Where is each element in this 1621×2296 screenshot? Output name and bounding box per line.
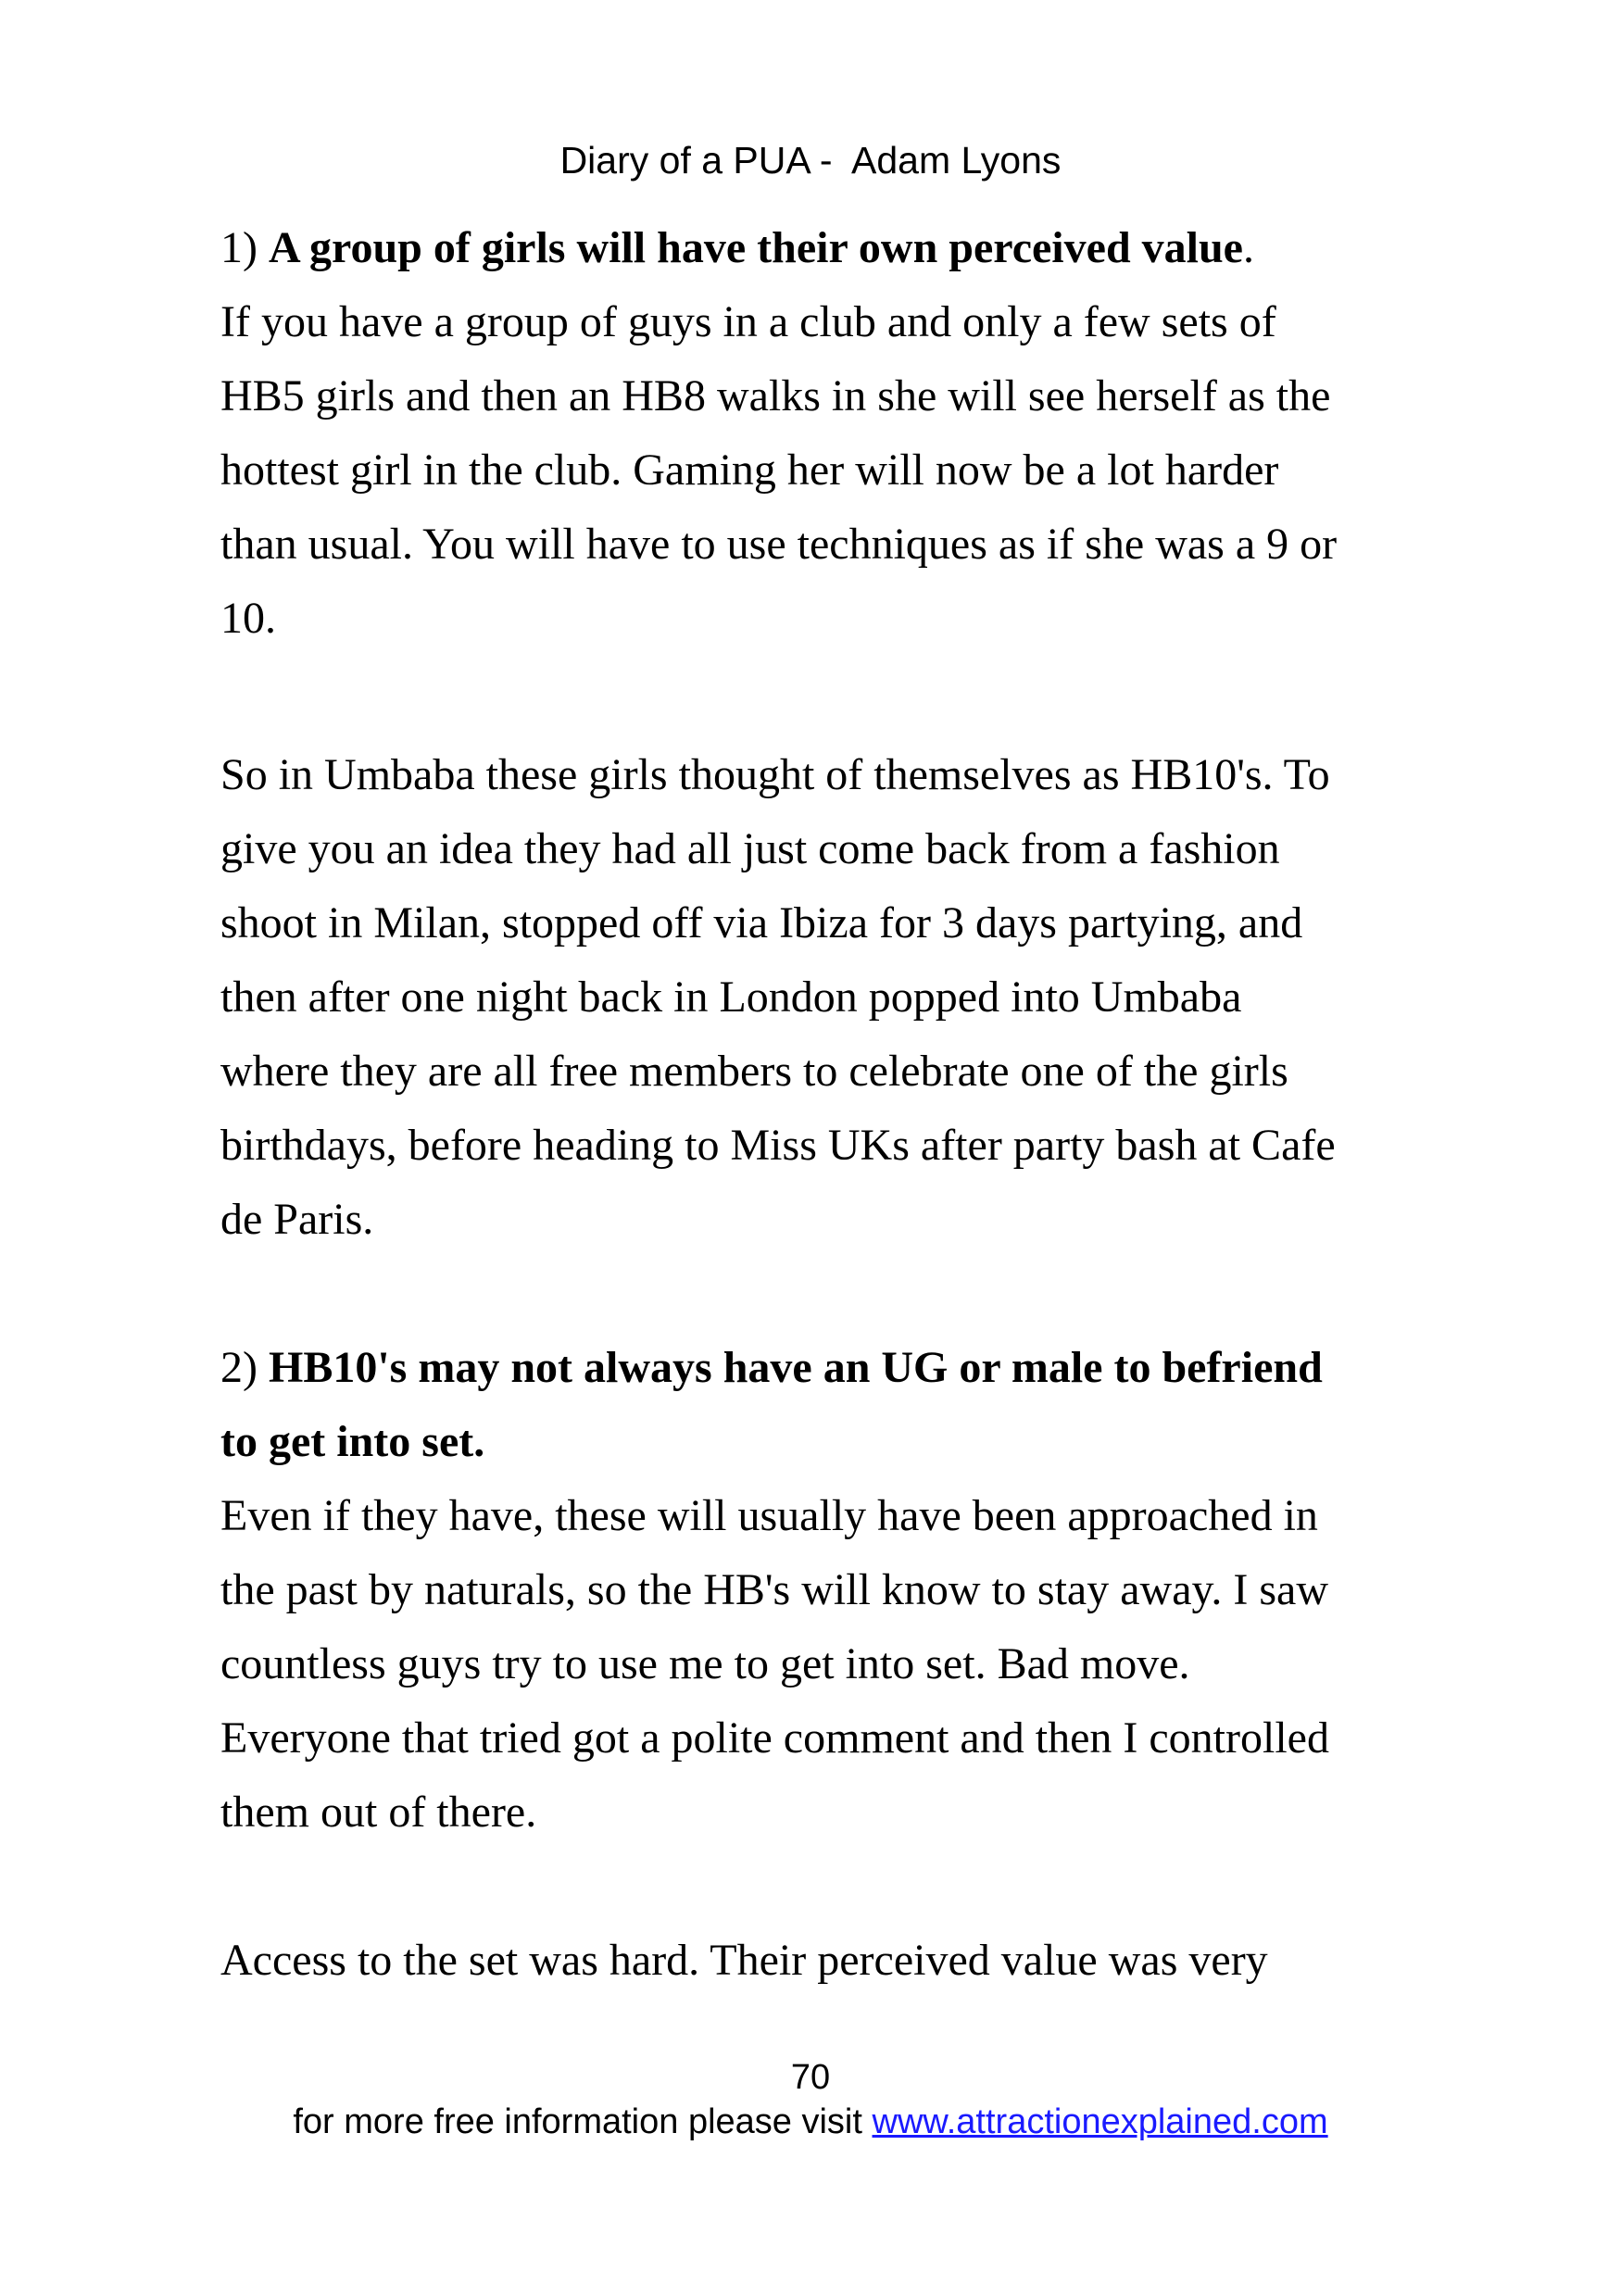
section-1 — [220, 211, 1425, 656]
section-2-heading-text: HB10's may not always have an UG or male to befriend — [268, 1343, 1323, 1392]
section-1-line: HB5 girls and then an HB8 walks in she will see herself as the — [220, 371, 1331, 420]
section-1-line: 10. — [220, 594, 276, 643]
section-2 — [220, 1331, 1425, 1850]
section-2-heading-text-2: to get into set. — [220, 1417, 485, 1466]
section-1-line: hottest girl in the club. Gaming her will now be a lot harder — [220, 445, 1279, 495]
page-number: 70 — [790, 2058, 831, 2097]
section-2-line: the past by naturals, so the HB's will know to stay away. I saw — [220, 1565, 1329, 1614]
footer-text: for more free information please visit — [293, 2102, 873, 2141]
paragraph-4-line: Access to the set was hard. Their perceived value was very — [220, 1936, 1268, 1985]
section-1-heading-text: A group of girls will have their own perceived value — [268, 223, 1243, 272]
paragraph-2 — [220, 738, 1425, 1257]
paragraph-2-line: de Paris. — [220, 1195, 374, 1244]
paragraph-2-line: So in Umbaba these girls thought of themselves as HB10's. To — [220, 750, 1330, 799]
section-2-line: countless guys try to use me to get into set. Bad move. — [220, 1639, 1190, 1688]
paragraph-4 — [220, 1924, 1425, 1998]
section-2-line: them out of there. — [220, 1788, 537, 1837]
section-2-heading-line-2 — [220, 1405, 1425, 1479]
paragraph-2-line: give you an idea they had all just come back from a fashion — [220, 824, 1280, 873]
paragraph-2-line: birthdays, before heading to Miss UKs after party bash at Cafe — [220, 1121, 1336, 1170]
footer-link[interactable]: www.attractionexplained.com — [872, 2102, 1328, 2141]
section-1-heading-punct: . — [1242, 223, 1254, 272]
section-2-line: Even if they have, these will usually have been approached in — [220, 1491, 1318, 1540]
section-1-heading — [220, 211, 1425, 285]
footer — [0, 2101, 1621, 2143]
section-1-line: than usual. You will have to use techniques as if she was a 9 or — [220, 520, 1338, 569]
paragraph-2-line: shoot in Milan, stopped off via Ibiza for 3 days partying, and — [220, 898, 1303, 947]
section-2-heading-line-1 — [220, 1331, 1425, 1405]
section-1-line: If you have a group of guys in a club and only a few sets of — [220, 297, 1276, 346]
paragraph-2-line: where they are all free members to celebrate one of the girls — [220, 1047, 1288, 1096]
section-2-line: Everyone that tried got a polite comment and then I controlled — [220, 1713, 1329, 1763]
section-2-number: 2) — [220, 1343, 269, 1392]
paragraph-2-line: then after one night back in London popped into Umbaba — [220, 972, 1242, 1022]
section-1-number: 1) — [220, 223, 269, 272]
running-header: Diary of a PUA - Adam Lyons — [559, 139, 1062, 182]
